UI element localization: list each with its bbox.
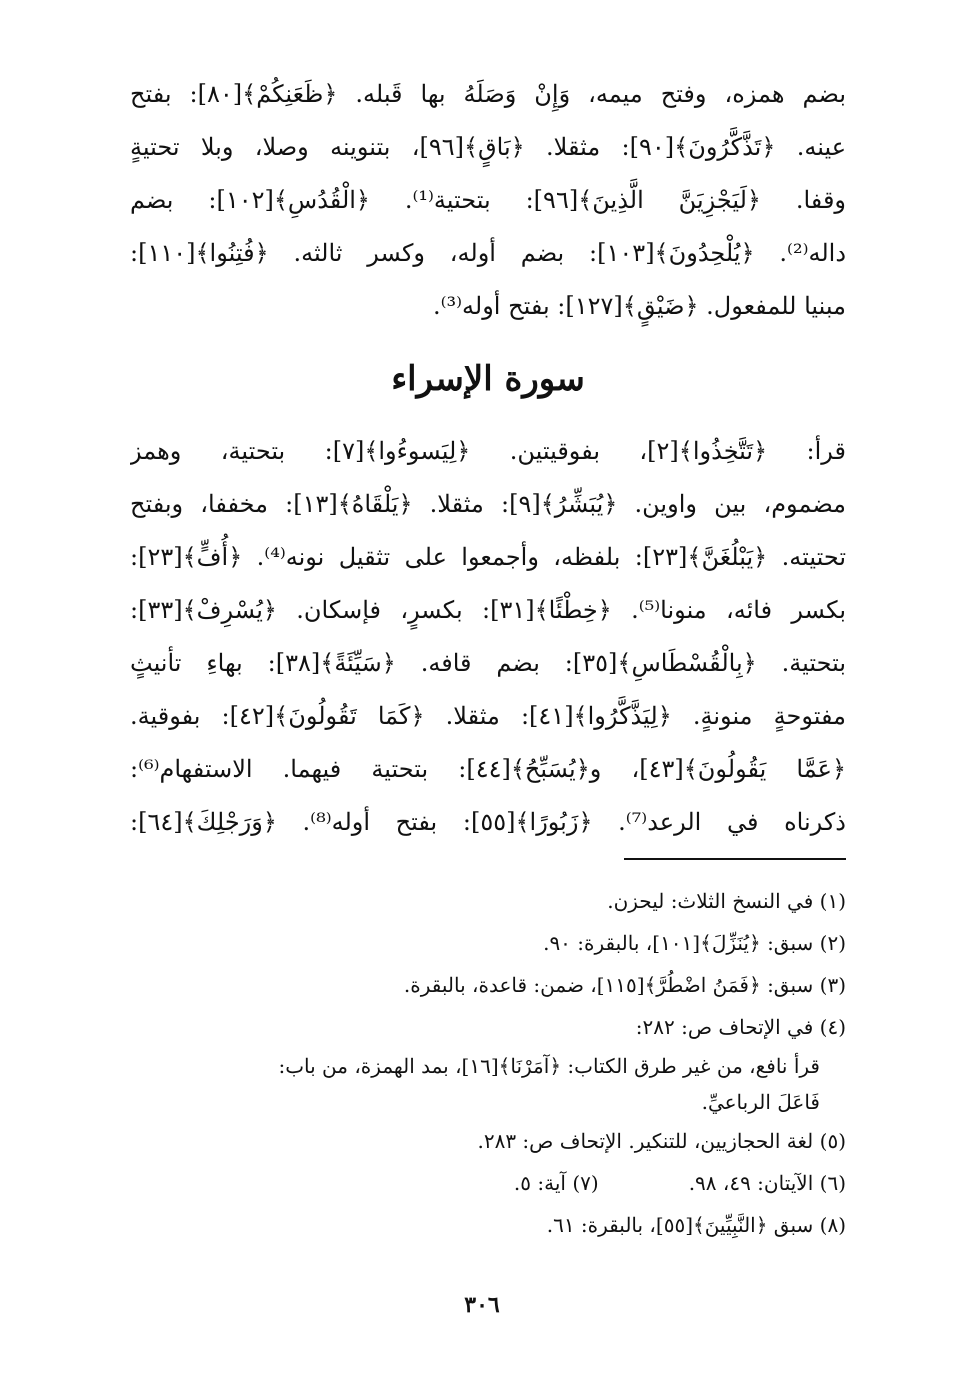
footnote-7: (٧) آية: ٥. [513, 1171, 599, 1195]
text-line: بضم همزه، وفتح ميمه، وَإِنْ وَصَلَهُ بها قَبله. ﴿ظَعَنِكُمْ﴾[٨٠]: بفتح [130, 80, 846, 108]
footnote-1: (١) في النسخ الثلاث: ليحزن. [607, 889, 846, 913]
text-line: وقفا. ﴿لَيَجْزِيَنَّ الَّذِينَ﴾[٩٦]: بتحتية⁽¹⁾. ﴿الْقُدُسِ﴾[١٠٢]: بضم [130, 186, 846, 214]
text-line: ذكرناه في الرعد⁽⁷⁾. ﴿زَبُورًا﴾[٥٥]: بفتح أوله⁽⁸⁾. ﴿وَرَجْلِكَ﴾[٦٤]: [130, 808, 846, 836]
text-line: مضموم، بين واوين. ﴿يُبَشِّرُ﴾[٩]: مثقلا. ﴿يَلْقَاهُ﴾[١٣]: مخففا، وبفتح [130, 490, 846, 518]
surah-heading-block [130, 333, 846, 425]
text-line: داله⁽²⁾. ﴿يُلْحِدُونَ﴾[١٠٣]: بضم أوله، وكسر ثالثه. ﴿فُتِنُوا﴾[١١٠]: [130, 239, 846, 267]
footnote-4-continuation: فَاعَلَ الرباعيِّ. [701, 1090, 820, 1114]
text-line: بتحتية. ﴿بِالْقُسْطَاسِ﴾[٣٥]: بضم قافه. ﴿سَيِّئَةً﴾[٣٨]: بهاءِ تأنيثٍ [130, 649, 846, 677]
footnote-4-continuation: قرأ نافع، من غير طرق الكتاب: ﴿آمَرْنَا﴾[١٦]، بمد الهمزة، من باب: [278, 1054, 820, 1078]
text-line: قرأ: ﴿تَتَّخِذُوا﴾[٢]، بفوقيتين. ﴿لِيَسوءُوا﴾[٧]: بتحتية، وهمز [130, 437, 846, 465]
text-line: بكسر فائه، منونا⁽⁵⁾. ﴿خِطْئًا﴾[٣١]: بكسرٍ، فإسكان. ﴿يُسْرِفْ﴾[٣٣]: [130, 596, 846, 624]
text-line: عينه. ﴿تَذَّكَّرُونَ﴾[٩٠]: مثقلا. ﴿بَاقٍ﴾[٩٦]، بتنوينه وصلا، وبلا تحتيةٍ [130, 133, 846, 161]
footnote-6: (٦) الآيتان: ٤٩، ٩٨. [688, 1171, 846, 1195]
surah-heading: سورة الإسراء [391, 359, 585, 399]
main-text [130, 68, 846, 849]
footnote-2: (٢) سبق: ﴿يُنَزِّلَ﴾[١٠١]، بالبقرة: ٩٠. [543, 931, 846, 955]
text-line: تحتيته. ﴿يَبْلُغَنَّ﴾[٢٣]: بلفظه، وأجمعوا على تثقيل نونه⁽⁴⁾. ﴿أُفٍّ﴾[٢٣]: [130, 543, 846, 571]
text-line: ﴿عَمَّا يَقُولُونَ﴾[٤٣]، و﴿يُسَبِّحُ﴾[٤٤]: بتحتية فيهما. الاستفهام⁽⁶⁾: [130, 755, 846, 783]
footnote-8: (٨) سبق ﴿النَّبِيِّينَ﴾[٥٥]، بالبقرة: ٦١. [546, 1213, 846, 1237]
footnote-5: (٥) لغة الحجازيين، للتنكير. الإتحاف ص: ٢٨٣. [477, 1129, 846, 1153]
footnote-row-6-7 [130, 1162, 846, 1204]
page-number: ٣٠٦ [464, 1292, 500, 1318]
text-line: مفتوحةٍ منونةٍ. ﴿لِيَذَّكَّرُوا﴾[٤١]: مثقلا. ﴿كَمَا تَقُولُونَ﴾[٤٢]: بفوقية. [130, 702, 846, 730]
footnote-4: (٤) في الإتحاف ص: ٢٨٢: [635, 1015, 846, 1039]
footnote-separator [624, 858, 846, 860]
footnote-3: (٣) سبق: ﴿فَمَنُ اضْطُرَّ﴾[١١٥]، ضمن: قاعدة، بالبقرة. [403, 973, 846, 997]
footnotes [130, 880, 846, 1246]
text-line: مبنيا للمفعول. ﴿ضَيْقٍ﴾[١٢٧]: بفتح أوله⁽³⁾. [432, 292, 846, 320]
